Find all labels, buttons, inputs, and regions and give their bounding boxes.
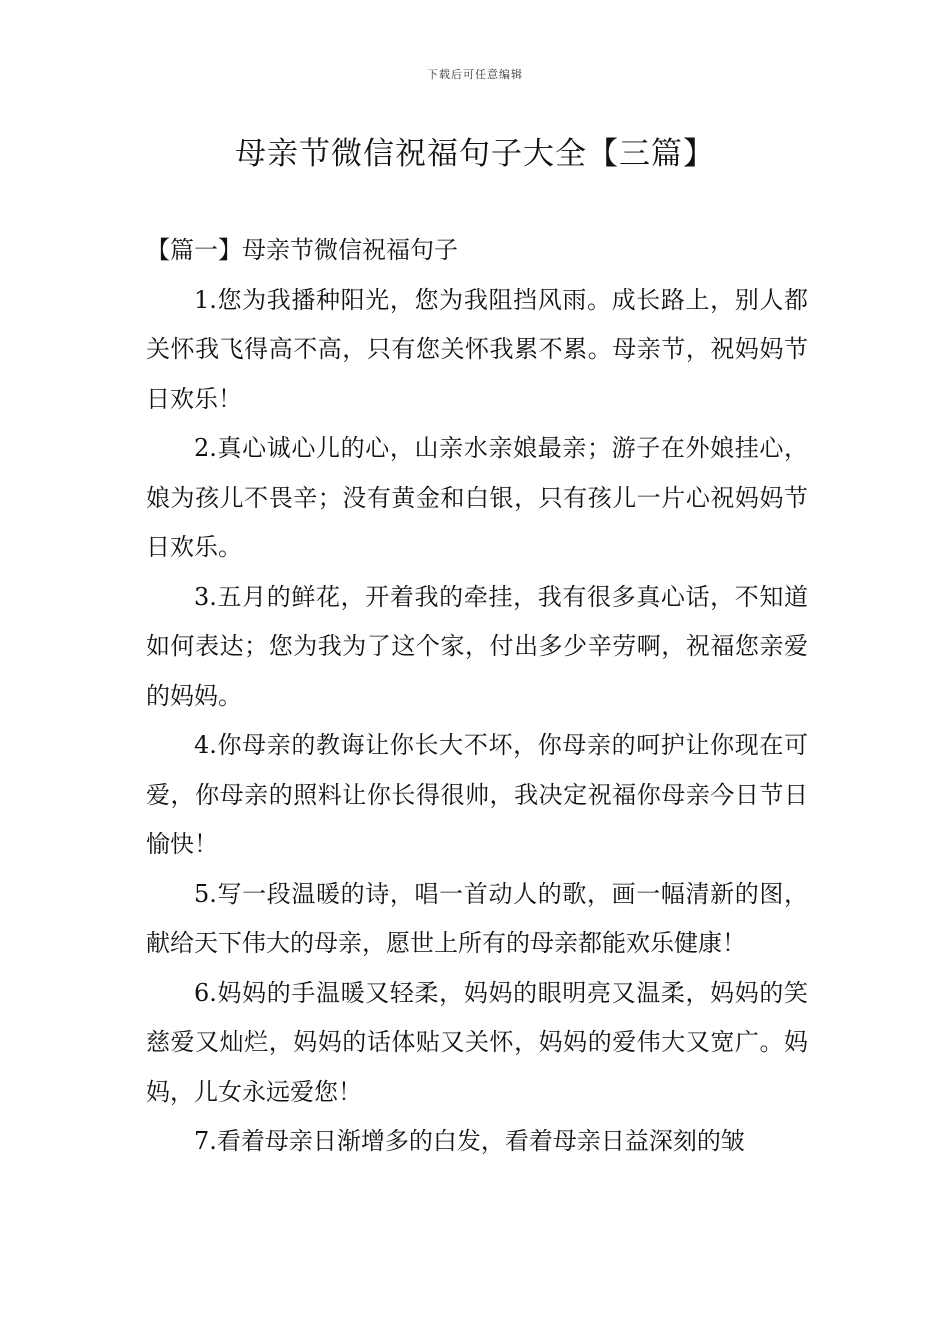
paragraph-2: 2.真心诚心儿的心，山亲水亲娘最亲；游子在外娘挂心，娘为孩儿不畏辛；没有黄金和白银，只有孩儿一片心祝妈妈节日欢乐。 <box>146 434 808 561</box>
paragraph-7: 7.看着母亲日渐增多的白发，看着母亲日益深刻的皱 <box>194 1127 745 1155</box>
paragraph-5: 5.写一段温暖的诗，唱一首动人的歌，画一幅清新的图，献给天下伟大的母亲，愿世上所有的母亲都能欢乐健康！ <box>146 879 808 957</box>
paragraph-3: 3.五月的鲜花，开着我的牵挂，我有很多真心话，不知道如何表达；您为我为了这个家，付出多少辛劳啊，祝福您亲爱的妈妈。 <box>146 582 808 710</box>
header-note: 下载后可任意编辑 <box>427 68 523 81</box>
paragraph-1: 1.您为我播种阳光，您为我阻挡风雨。成长路上，别人都关怀我飞得高不高，只有您关怀我累不累。母亲节，祝妈妈节日欢乐！ <box>146 285 808 413</box>
section-heading: 【篇一】母亲节微信祝福句子 <box>146 236 458 264</box>
paragraph-6: 6.妈妈的手温暖又轻柔，妈妈的眼明亮又温柔，妈妈的笑慈爱又灿烂，妈妈的话体贴又关怀，妈妈的爱伟大又宽广。妈妈，儿女永远爱您！ <box>146 978 808 1106</box>
document-body <box>146 226 808 1167</box>
paragraph-4: 4.你母亲的教诲让你长大不坏，你母亲的呵护让你现在可爱，你母亲的照料让你长得很帅，我决定祝福你母亲今日节日愉快！ <box>146 731 808 858</box>
document-title: 母亲节微信祝福句子大全【三篇】 <box>235 136 715 172</box>
